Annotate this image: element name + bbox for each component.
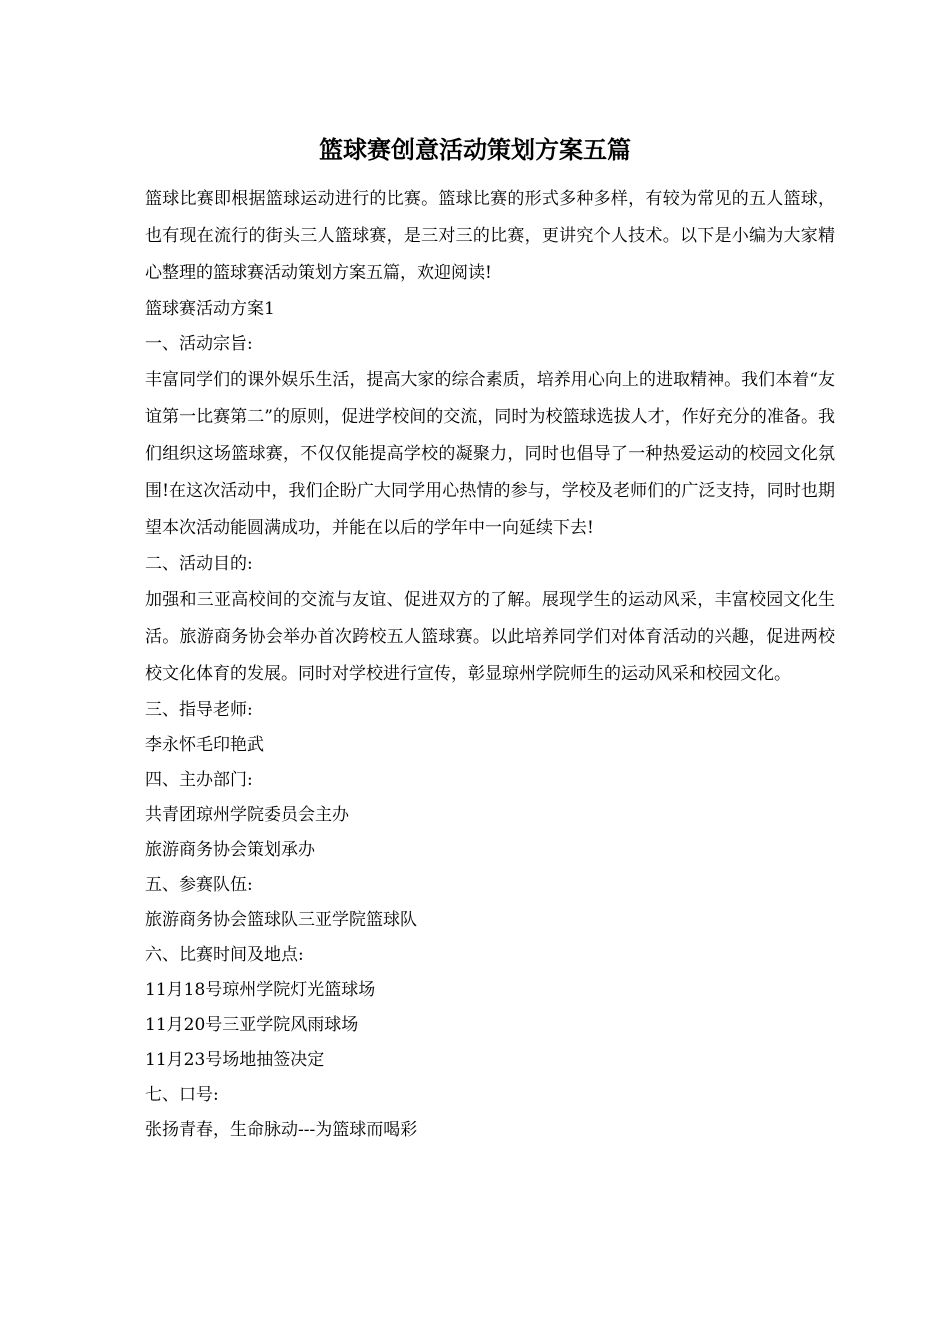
organizer-line: 共青团琼州学院委员会主办 [145,805,349,825]
section-heading-advisors: 三、指导老师: [145,700,253,720]
organizer-line: 旅游商务协会策划承办 [145,840,315,860]
section-heading-teams: 五、参赛队伍: [145,875,253,895]
plan-heading: 篮球赛活动方案1 [145,299,275,319]
document-body [145,181,835,1148]
section-paragraph-purpose: 丰富同学们的课外娱乐生活，提高大家的综合素质，培养用心向上的进取精神。我们本着“友谊第一比赛第二”的原则，促进学校间的交流，同时为校篮球选拔人才，作好充分的准备。我们组织这场篮球赛，不仅仅能提高学校的凝聚力，同时也倡导了一种热爱运动的校园文化氛围!在这次活动中，我们企盼广大同学用心热情的参与，学校及老师们的广泛支持，同时也期望本次活动能圆满成功，并能在以后的学年中一向延续下去! [145,370,835,538]
section-paragraph-goal: 加强和三亚高校间的交流与友谊、促进双方的了解。展现学生的运动风采，丰富校园文化生活。旅游商务协会举办首次跨校五人篮球赛。以此培养同学们对体育活动的兴趣，促进两校校文化体育的发展。同时对学校进行宣传，彰显琼州学院师生的运动风采和校园文化。 [145,590,835,684]
section-heading-purpose: 一、活动宗旨: [145,334,253,354]
intro-paragraph: 篮球比赛即根据篮球运动进行的比赛。篮球比赛的形式多种多样，有较为常见的五人篮球，也有现在流行的街头三人篮球赛，是三对三的比赛，更讲究个人技术。以下是小编为大家精心整理的篮球赛活动策划方案五篇，欢迎阅读! [145,189,835,283]
schedule-line: 11月18号琼州学院灯光篮球场 [145,980,376,1000]
document-title: 篮球赛创意活动策划方案五篇 [319,135,631,164]
section-heading-slogan: 七、口号: [145,1085,219,1105]
advisors-line: 李永怀毛印艳武 [145,735,264,755]
schedule-line: 11月23号场地抽签决定 [145,1050,325,1070]
section-heading-schedule: 六、比赛时间及地点: [145,945,304,965]
section-heading-goal: 二、活动目的: [145,554,253,574]
schedule-line: 11月20号三亚学院风雨球场 [145,1015,359,1035]
section-heading-organizers: 四、主办部门: [145,770,253,790]
slogan-line: 张扬青春，生命脉动---为篮球而喝彩 [145,1120,418,1140]
teams-line: 旅游商务协会篮球队三亚学院篮球队 [145,910,417,930]
